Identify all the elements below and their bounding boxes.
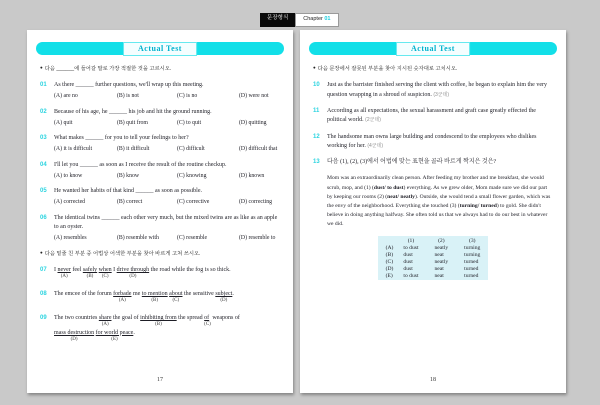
option: (A) it is difficult [54,146,93,153]
text-segment [140,314,177,329]
question-text: The handsome man owns large building and condescend to the employees who dislikes working for her. (4군데) [327,133,537,149]
text-segment [177,314,205,322]
option: (C) is no [177,93,198,100]
question-text: 다음 (1), (2), (3)에서 어법에 맞는 표현을 골라 바르게 짝지은 것은? [327,159,497,166]
option: (B) correct [117,199,143,206]
segment-word: subject [215,290,233,297]
text-segment [204,314,211,329]
option: (A) are no [54,93,78,100]
segment-word: the goal of [111,314,141,321]
answer-cell: neat [434,252,444,259]
question-text: I'll let you ______ as soon as I receive the result of the routine checkup. [54,161,227,168]
fix-question [313,107,553,126]
left-page-content [27,65,293,344]
answer-cell: dust [403,266,413,273]
answer-row [378,252,489,259]
option: (C) corrective [177,199,210,206]
left-page [27,30,293,393]
question-line [54,329,280,344]
column-header: (2) [438,237,445,244]
mc-question [40,108,280,127]
question-number: 03 [40,135,47,142]
error-count-note: (4군데) [367,142,384,149]
right-page-content [300,65,566,280]
answer-table-head [378,236,489,245]
passage-text: ). Outside, she would tend a small flower garden, which was the envy of the neighborhood. Everything she touched (3) ( [327,193,551,209]
option: (B) resemble with [117,234,159,241]
error-count-note: (3군데) [433,91,450,98]
question-body [54,187,280,206]
column-header: (3) [468,237,476,244]
text-segment [131,290,141,298]
answer-row-label: (A) [385,245,394,252]
text-segment [54,329,94,344]
question-body [54,214,280,243]
question-number: 09 [40,314,47,321]
bullet-icon: ● [40,65,43,70]
passage-bold-choice: dust/ to dust [373,184,404,191]
option: (A) corrected [54,199,86,206]
mc-question [40,187,280,206]
answer-row-label: (B) [385,252,394,259]
segment-word: about [169,290,183,297]
option: (C) difficult [177,146,205,153]
passage-text: Mom was an extraordinarily clean person. After feeding my brother and me breakfast, she would scrub, mop, and (1) ( [327,175,544,191]
multiple-choice-question-list [40,81,280,242]
underline-question [40,314,280,344]
fix-question [313,81,553,100]
text-segment [215,290,232,305]
header-tabs [260,13,339,27]
question-number: 12 [313,133,320,140]
mc-question [40,214,280,243]
choice-label: (C) [101,274,109,280]
answer-row [378,266,489,273]
text-segment [54,290,113,298]
section1-instruction-text: 다음 ______에 들어갈 말로 가장 적절한 것을 고르시오. [44,66,172,72]
choice-label: (B) [151,298,159,304]
question-line [54,290,280,305]
text-segment [96,329,134,344]
question-number: 04 [40,161,47,168]
option: (D) known [239,172,265,179]
question-text: Just as the barrister finished serving the client with coffee, he began to explain him the very question wrapping in a shroud of suspicion. (3군데) [327,82,547,98]
text-segment [183,290,216,298]
text-segment [149,266,230,274]
segment-word: never [57,267,71,274]
text-segment [133,329,135,337]
text-segment [232,290,234,298]
answer-cell: turned [464,259,479,266]
answer-choice-table [378,236,489,280]
column-header: (1) [407,237,415,244]
segment-word: feel [70,267,83,274]
question-body [54,161,280,180]
passage-bold-choice: neat/ neatly [387,193,415,200]
segment-word: of [204,314,210,321]
header-spacer [378,236,396,245]
answer-cell: dust [403,259,413,266]
choice-label: (D) [129,274,137,280]
question-text: As there ______ further questions, we'll wrap up this meeting. [54,82,204,89]
segment-word: when [98,267,112,274]
question-body [54,134,280,153]
text-segment [54,314,99,322]
text-segment [142,290,168,305]
passage-text: ) everything. As we grew older, Mom made sure we did our part by keeping our rooms (2) ( [327,184,548,200]
option: (D) were not [239,93,269,100]
question-text: He wanted her habits of that kind ______ as soon as possible. [54,188,202,195]
option: (D) correcting [239,199,272,206]
answer-cell: turning [464,252,481,259]
text-segment [169,290,182,305]
segment-word: to mention [141,290,168,297]
question-number: 02 [40,108,47,115]
answer-table-wrap [313,236,553,280]
question-number: 07 [40,267,47,274]
answer-cell: turned [464,266,479,273]
right-banner-title: Actual Test [396,42,470,56]
text-segment [211,314,240,322]
fix-question [313,133,553,152]
text-segment [71,266,83,274]
right-page [300,30,566,393]
segment-word: The two countries [54,314,99,321]
question-text: What makes ______ for you to tell your feelings to her? [54,135,189,142]
choice-label: (A) [101,322,109,328]
passage-bold-choice: turning/ turned [459,202,497,209]
segment-word: I [111,267,117,274]
option: (A) quit [54,119,73,126]
left-banner [36,42,284,55]
section3-instruction-text: 다음 문장에서 잘못된 부분을 찾아 지시된 숫자대로 고치시오. [317,66,458,72]
underline-question [40,266,280,281]
segment-word: . [133,329,135,336]
question-body [54,290,280,305]
question-number: 10 [313,82,320,89]
choice-label: (B) [155,322,162,328]
reading-passage [327,174,553,228]
answer-cell: neatly [434,259,449,266]
choice-label: (D) [70,337,78,343]
error-count-note: (2군데) [365,117,381,124]
answer-cell: turned [464,273,479,280]
option: (B) know [117,172,140,179]
choice-label: (C) [204,322,211,328]
answer-row [378,259,489,266]
segment-word: mass destruction [54,329,95,336]
mc-question [40,81,280,100]
question-text: Because of his age, he ______ his job and hit the ground running. [54,108,212,115]
mc-question [40,134,280,153]
option: (B) it difficult [117,146,150,153]
mc-question [40,161,280,180]
text-segment [112,314,141,322]
options-row [54,92,280,101]
question-body [54,81,280,100]
chapter-label: Chapter [303,16,323,22]
options-row [54,198,280,207]
answer-cell: dust [403,252,413,259]
question-number: 06 [40,214,47,221]
bullet-icon: ● [313,65,316,70]
text-segment [99,314,112,329]
answer-cell: neat [434,266,444,273]
right-page-number: 18 [430,377,436,383]
section2-instruction [40,250,280,258]
answer-row-label: (D) [385,266,394,273]
text-segment [58,266,71,281]
segment-word: safely [82,267,98,274]
option: (C) to quit [177,119,202,126]
question-number: 01 [40,82,47,89]
options-row [54,145,280,154]
choice-label: (A) [60,274,68,280]
option: (A) resembles [54,234,87,241]
segment-word: I [54,267,58,274]
options-row [54,119,280,128]
answer-row [378,245,489,252]
answer-cell: neatly [434,245,449,252]
segment-word: inhibiting from [140,314,177,321]
segment-word: drive through [116,267,150,274]
chapter-number: 01 [324,16,331,22]
choice-label: (A) [118,298,126,304]
choice-label: (C) [172,298,180,304]
option: (A) to know [54,172,83,179]
question-13 [313,158,553,167]
question-body [54,266,280,281]
fix-question-list [313,81,553,151]
question-text: According as all expectations, the sexual harassment and graft case greatly effected the political world. (2군데) [327,108,536,124]
answer-cell: neat [434,273,444,280]
option: (C) resemble [177,234,208,241]
question-number: 08 [40,290,47,297]
segment-word: the road while the fog is so thick. [149,267,231,274]
answer-cell: to dust [403,245,419,252]
question-number: 13 [313,159,320,166]
options-row [54,234,280,243]
passage-text: ) to gold. She didn't believe in doing anything halfway. She often told us that we always had to do our best in whatever we did. [327,202,548,227]
choice-label: (B) [86,274,94,280]
option: (B) quit from [117,119,148,126]
tab-chapter [295,13,338,27]
segment-word: . [232,290,234,297]
option: (D) resemble to [239,234,276,241]
question-body [54,314,280,344]
text-segment [113,290,131,305]
section3-instruction [313,65,553,73]
underline-question-list [40,266,280,344]
segment-word: share [98,314,112,321]
question-body [54,108,280,127]
answer-table-body [378,245,489,280]
answer-table-header-row [378,236,489,245]
segment-word: weapons of [210,314,240,321]
tab-topic: 문장형식 [260,13,295,27]
section1-instruction [40,65,280,73]
right-banner [309,42,557,55]
segment-word: for world peace [95,329,134,336]
bullet-icon: ● [40,249,43,255]
text-segment [99,266,112,281]
answer-cell: turning [464,245,481,252]
segment-word: The emcee of the forum [54,290,114,297]
underline-question [40,290,280,305]
segment-word: me [131,290,142,297]
answer-cell: to dust [403,273,419,280]
options-row [54,172,280,181]
option: (B) is not [117,93,139,100]
option: (C) knowing [177,172,207,179]
text-segment [83,266,97,281]
question-number: 11 [313,108,320,114]
text-segment [117,266,150,281]
answer-row-label: (E) [385,273,393,280]
answer-row-label: (C) [385,259,394,266]
segment-word: the spread [176,314,205,321]
left-page-number: 17 [157,377,163,383]
segment-word: the sensitive [182,290,216,297]
option: (D) difficult that [239,146,278,153]
option: (D) quitting [239,119,267,126]
section2-instruction-text: 다음 밑줄 친 부분 중 어법상 어색한 부분을 찾아 바르게 고쳐 쓰시오. [44,250,201,257]
question-number: 05 [40,188,47,195]
question-text: The identical twins ______ each other very much, but the mixed twins are as like as an apple to an oyster. [54,214,278,231]
left-banner-title: Actual Test [123,42,197,56]
choice-label: (E) [111,337,118,343]
question-line [54,314,280,329]
question-line [54,266,280,281]
choice-label: (D) [220,298,228,304]
segment-word: forbade [113,290,132,297]
answer-row [378,273,489,280]
